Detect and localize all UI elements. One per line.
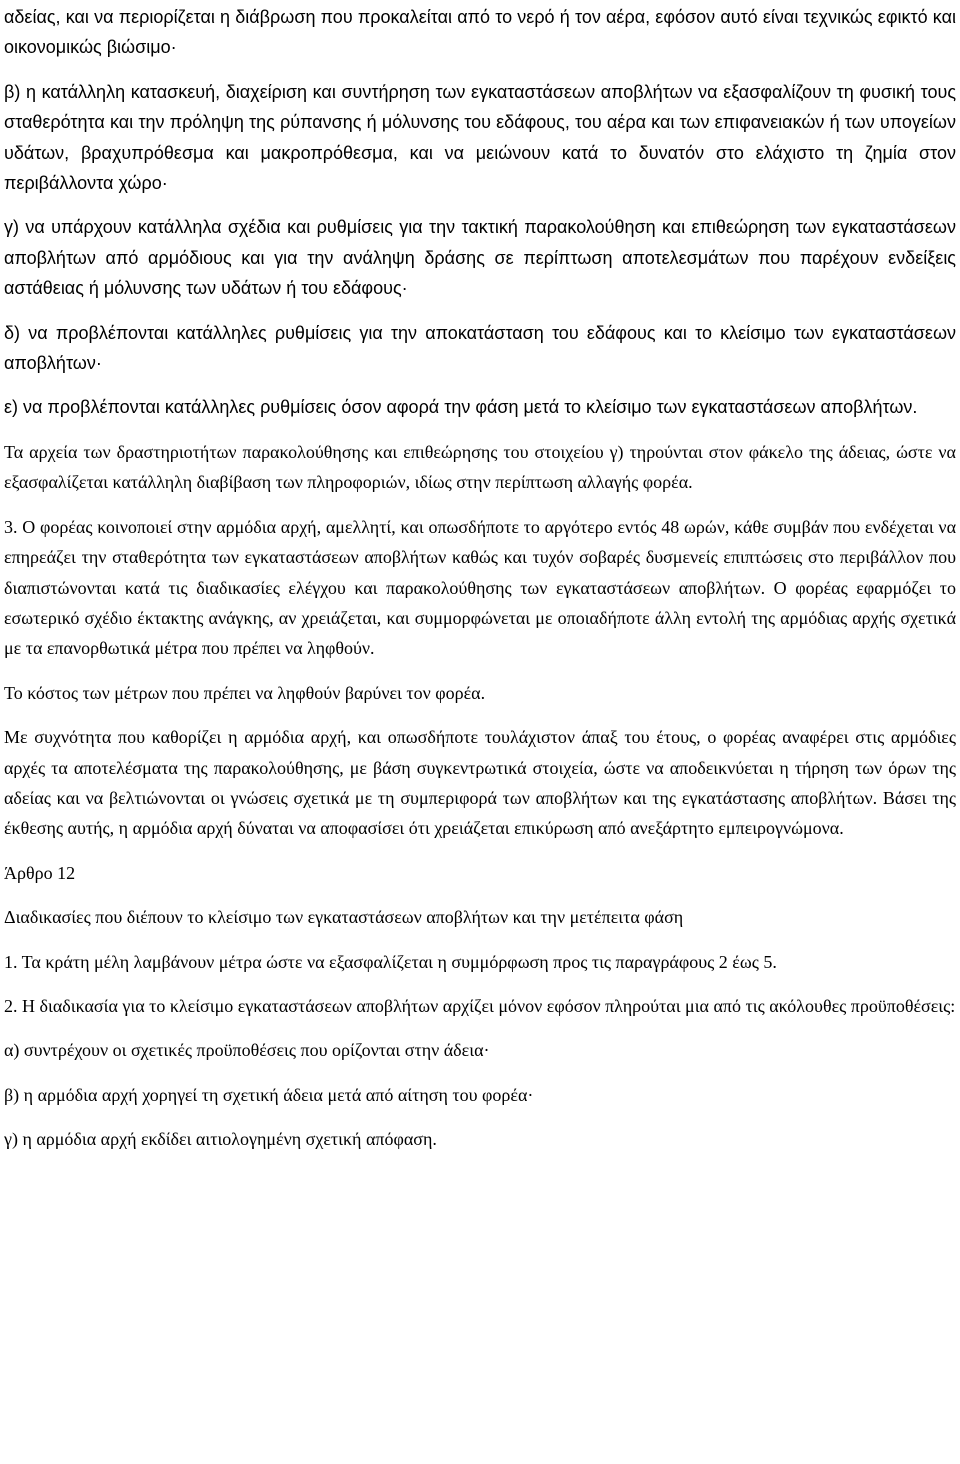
paragraph-article-12-item-2: 2. Η διαδικασία για το κλείσιμο εγκαταστάσεων αποβλήτων αρχίζει μόνον εφόσον πληρούται μια από τις ακόλουθες προϋποθέσεις: (4, 995, 956, 1016)
paragraph-condition-c: γ) η αρμόδια αρχή εκδίδει αιτιολογημένη σχετική απόφαση. (4, 1129, 437, 1150)
paragraph-article-12-item-1: 1. Τα κράτη μέλη λαμβάνουν μέτρα ώστε να εξασφαλίζεται η συμμόρφωση προς τις παραγράφους 2 έως 5. (4, 951, 777, 972)
paragraph-condition-a: α) συντρέχουν οι σχετικές προϋποθέσεις που ορίζονται στην άδεια· (4, 1040, 490, 1061)
article-heading: Άρθρο 12 (4, 862, 76, 883)
paragraph-item-d-restoration: δ) να προβλέπονται κατάλληλες ρυθμίσεις για την αποκατάσταση του εδάφους και το κλείσιμο των εγκαταστάσεων αποβλήτων· (4, 322, 956, 374)
paragraph-section-3-notification: 3. Ο φορέας κοινοποιεί στην αρμόδια αρχή, αμελλητί, και οπωσδήποτε το αργότερο εντός 48 ωρών, κάθε συμβάν που ενδέχεται να επηρεάζει την σταθερότητα των εγκαταστάσεων αποβλήτων καθώς και τυχόν σοβαρές δυσμενείς επιπτώσεις στο περιβάλλον που διαπιστώνονται κατά τις διαδικασίες ελέγχου και παρακολούθησης των εγκαταστάσεων αποβλήτων. Ο φορέας εφαρμόζει το εσωτερικό σχέδιο έκτακτης ανάγκης, αν χρειάζεται, και συμμορφώνεται με οποιαδήποτε άλλη εντολή της αρμόδιας αρχής σχετικά με τα επανορθωτικά μέτρα που πρέπει να ληφθούν. (4, 516, 956, 659)
paragraph-records: Τα αρχεία των δραστηριοτήτων παρακολούθησης και επιθεώρησης του στοιχείου γ) τηρούνται στον φάκελο της άδειας, ώστε να εξασφαλίζεται κατάλληλη διαβίβαση των πληροφοριών, ιδίως στην περίπτωση αλλαγής φορέα. (4, 441, 956, 493)
paragraph-continuation-permit: αδείας, και να περιορίζεται η διάβρωση που προκαλείται από το νερό ή τον αέρα, εφόσον αυτό είναι τεχνικώς εφικτό και οικονομικώς βιώσιμο· (4, 7, 956, 58)
paragraph-item-e-after-closure: ε) να προβλέπονται κατάλληλες ρυθμίσεις όσον αφορά την φάση μετά το κλείσιμο των εγκαταστάσεων αποβλήτων. (4, 397, 918, 418)
paragraph-cost: Το κόστος των μέτρων που πρέπει να ληφθούν βαρύνει τον φορέα. (4, 682, 486, 703)
article-title: Διαδικασίες που διέπουν το κλείσιμο των εγκαταστάσεων αποβλήτων και την μετέπειτα φάση (4, 907, 684, 928)
paragraph-condition-b: β) η αρμόδια αρχή χορηγεί τη σχετική άδεια μετά από αίτηση του φορέα· (4, 1084, 534, 1105)
paragraph-reporting-frequency: Με συχνότητα που καθορίζει η αρμόδια αρχή, και οπωσδήποτε τουλάχιστον άπαξ του έτους, ο φορέας αναφέρει στις αρμόδιες αρχές τα αποτελέσματα της παρακολούθησης, με βάση συγκεντρωτικά στοιχεία, ώστε να αποδεικνύεται η τήρηση των όρων της αδείας και να βελτιώνονται οι γνώσεις σχετικά με τη συμπεριφορά των αποβλήτων και της εγκατάστασης αποβλήτων. Βάσει της έκθεσης αυτής, η αρμόδια αρχή δύναται να αποφασίσει ότι χρειάζεται επικύρωση από ανεξάρτητο εμπειρογνώμονα. (4, 727, 956, 839)
paragraph-item-b-construction: β) η κατάλληλη κατασκευή, διαχείριση και συντήρηση των εγκαταστάσεων αποβλήτων να εξασφαλίζουν τη φυσική τους σταθερότητα και την πρόληψη της ρύπανσης ή μόλυνσης του εδάφους, του αέρα και των επιφανειακών ή των υπογείων υδάτων, βραχυπρόθεσμα και μακροπρόθεσμα, και να μειώνουν κατά το δυνατόν στο ελάχιστο τη ζημία στον περιβάλλοντα χώρο· (4, 81, 956, 194)
paragraph-item-c-monitoring: γ) να υπάρχουν κατάλληλα σχέδια και ρυθμίσεις για την τακτική παρακολούθηση και επιθεώρηση των εγκαταστάσεων αποβλήτων από αρμόδιους και για την ανάληψη δράσης σε περίπτωση αποτελεσμάτων που παρέχουν ενδείξεις αστάθειας ή μόλυνσης των υδάτων ή του εδάφους· (4, 217, 956, 299)
